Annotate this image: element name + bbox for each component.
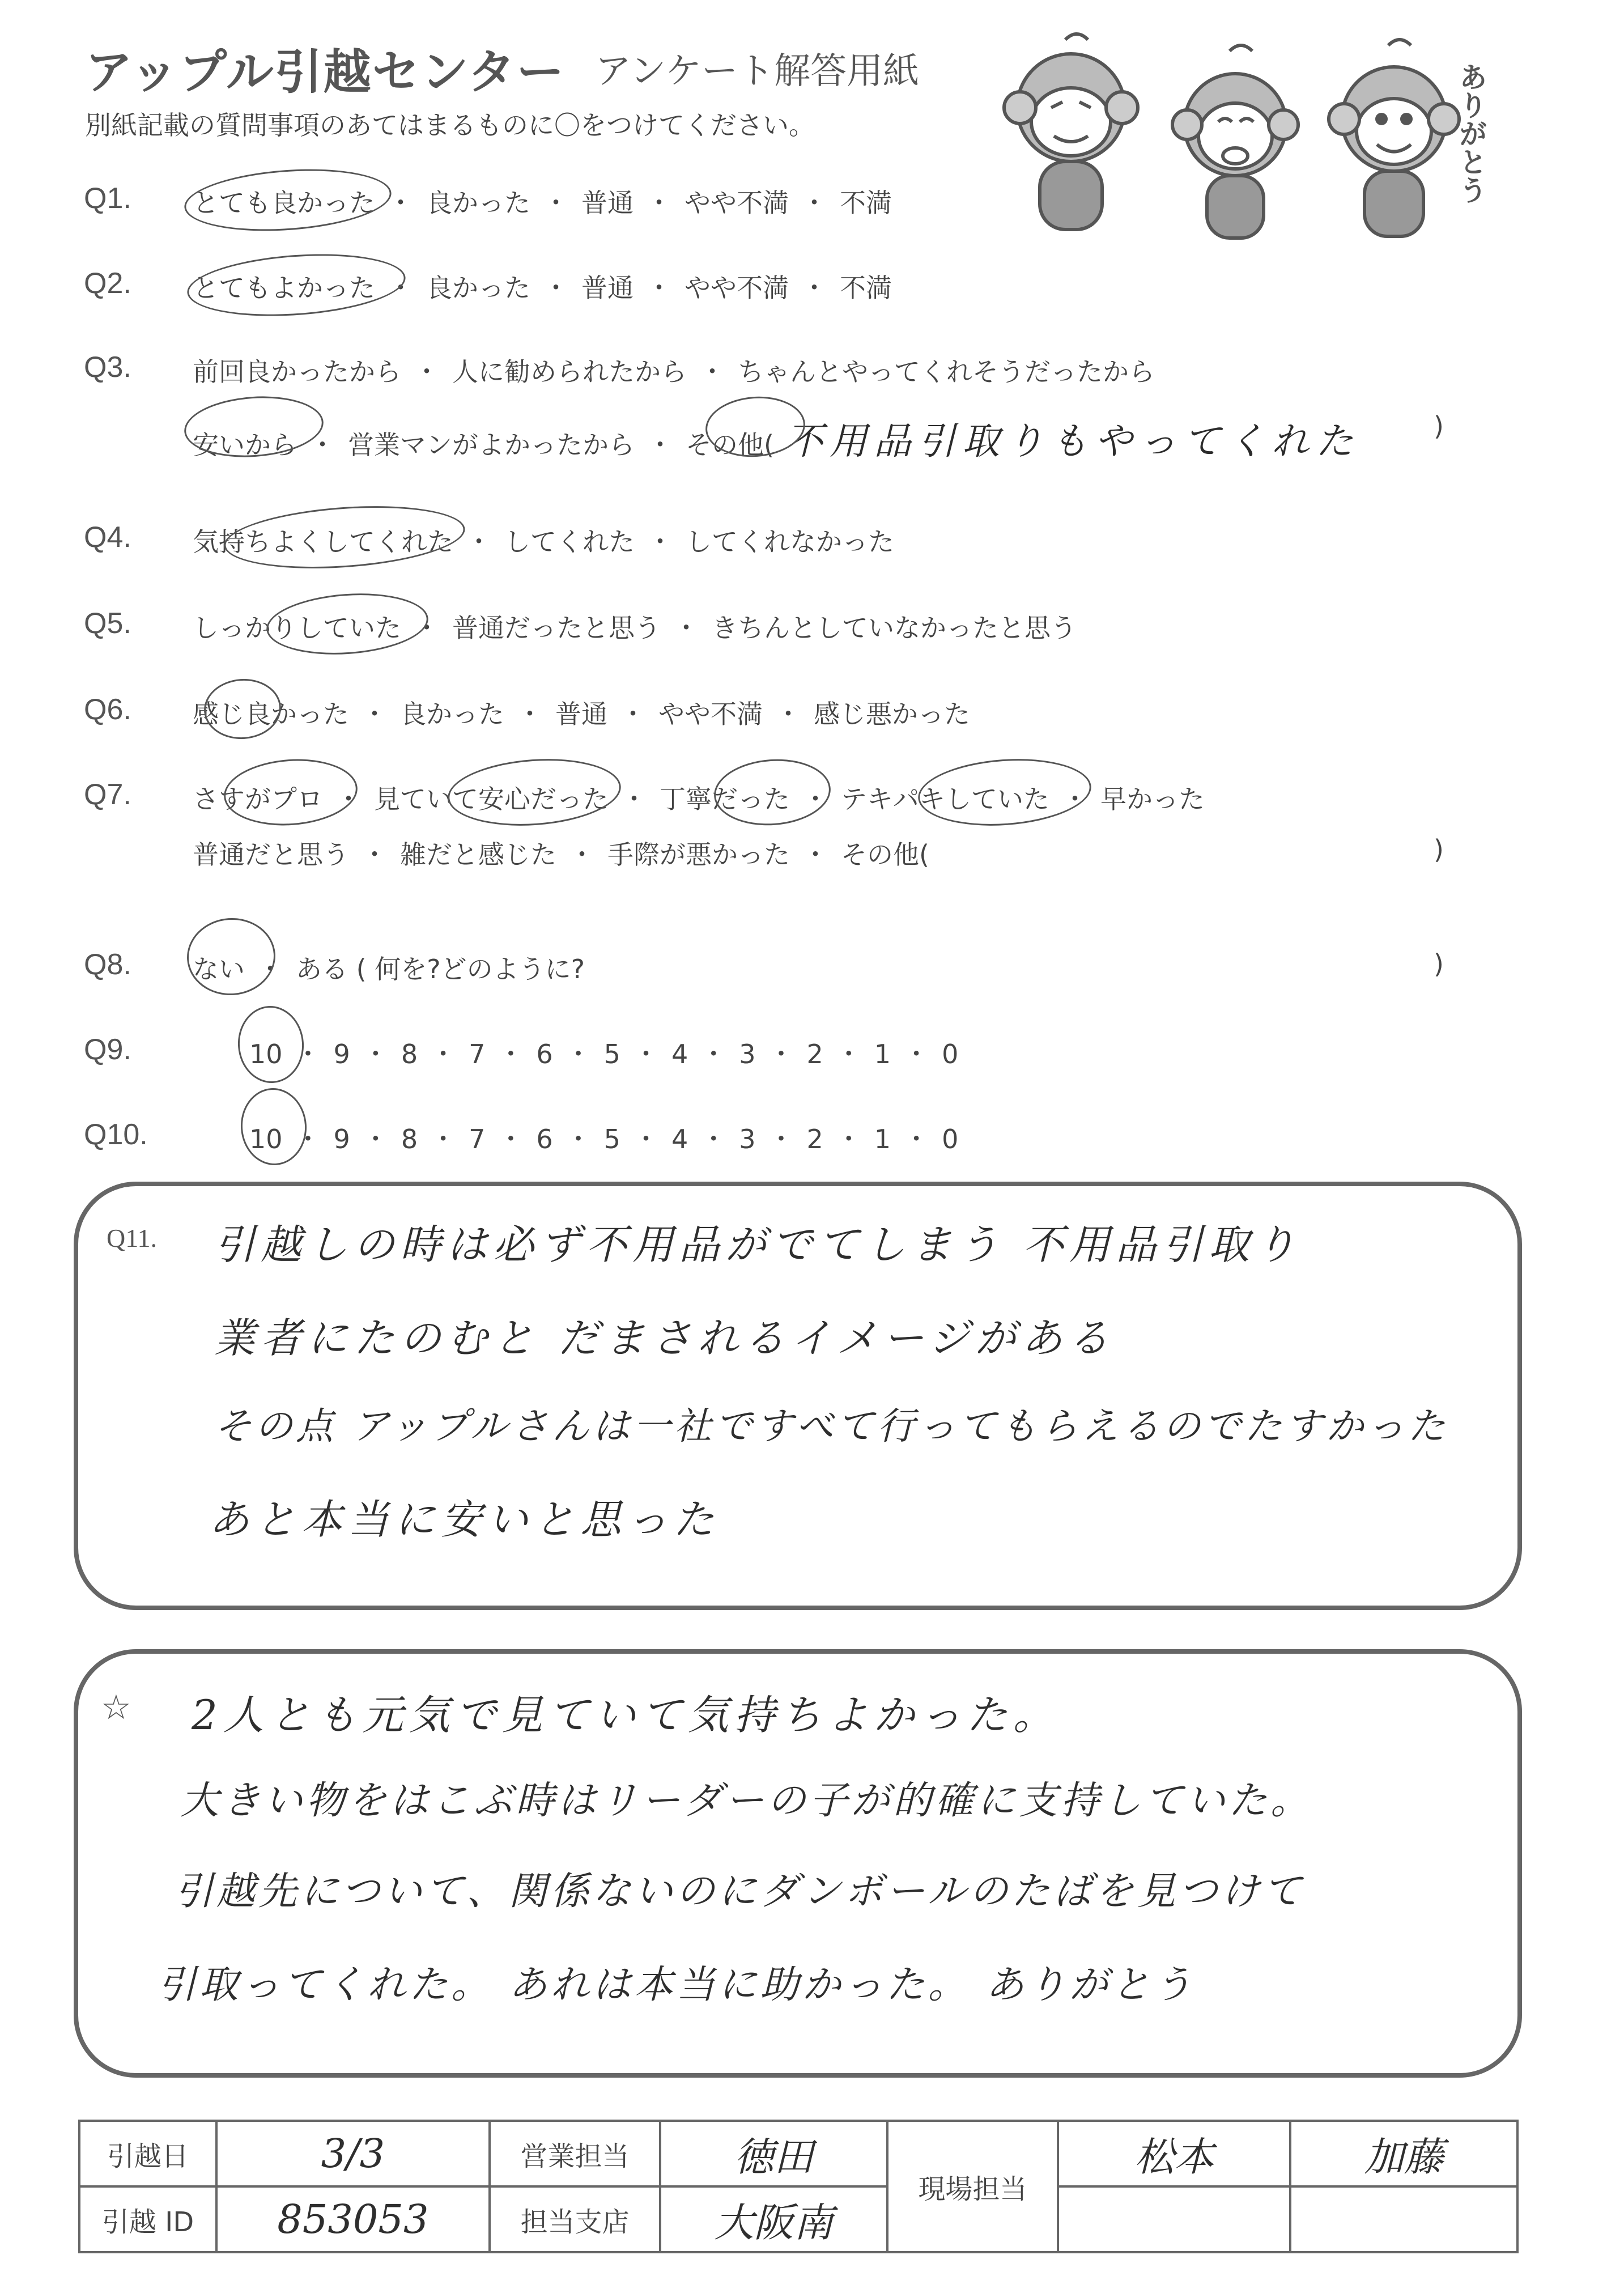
q5-label: Q5. <box>84 607 131 640</box>
footer-info-table <box>78 2120 1519 2253</box>
q6-option-2[interactable]: 良かった <box>400 699 504 729</box>
q2-selection-circle <box>185 248 407 323</box>
q7-option-8[interactable]: 手際が悪かった <box>607 839 790 870</box>
q1-label: Q1. <box>84 182 131 215</box>
q1-selection-circle <box>182 163 394 237</box>
q10-score-4[interactable]: 4 <box>671 1124 688 1154</box>
q2-label: Q2. <box>84 267 131 300</box>
q7-option-6[interactable]: 普通だと思う <box>193 839 349 870</box>
q3-option-other[interactable]: その他( <box>686 430 774 460</box>
q6-selection-circle <box>202 676 283 741</box>
q7-option-5[interactable]: 早かった <box>1100 784 1205 814</box>
q8-paren-close: ) <box>1434 949 1444 979</box>
q3-other-handwritten: 不用品引取りもやってくれた <box>785 419 1360 463</box>
q4-label: Q4. <box>84 521 131 554</box>
monkey-mascot-2 <box>1172 45 1298 238</box>
q3-option-4[interactable]: 安いから <box>193 430 297 460</box>
q7-label: Q7. <box>84 778 131 811</box>
q11-handwritten-line-4: あと本当に安いと思った <box>209 1496 720 1543</box>
q8-options: ない ・ ある ( 何を?どのように? <box>193 949 585 986</box>
q8-option-2[interactable]: ある ( 何を?どのように? <box>296 954 585 984</box>
site-staff-empty-1 <box>1058 2186 1290 2252</box>
q10-score-7[interactable]: 7 <box>469 1124 486 1154</box>
q5-option-3[interactable]: きちんとしていなかったと思う <box>712 613 1077 643</box>
free-comment-line-2: 大きい物をはこぶ時はリーダーの子が的確に支持していた。 <box>180 1778 1313 1823</box>
q7-paren-close: ) <box>1434 834 1444 865</box>
q9-score-9[interactable]: 9 <box>333 1039 350 1069</box>
free-comment-line-1: 2人とも元気で見ていて気持ちよかった。 <box>192 1691 1060 1739</box>
q6-option-3[interactable]: 普通 <box>555 699 607 729</box>
move-date-label: 引越日 <box>79 2121 216 2186</box>
q7-option-1[interactable]: さすがプロ <box>193 784 323 814</box>
q3-label: Q3. <box>84 351 131 384</box>
q7-option-4[interactable]: テキパキしていた <box>841 784 1049 814</box>
q5-selection-circle <box>265 588 431 660</box>
move-id-value: 853053 <box>216 2186 490 2252</box>
q4-selection-circle <box>222 499 467 575</box>
q7-option-other[interactable]: その他( <box>841 839 929 870</box>
q4-options: 気持ちよくしてくれた ・ してくれた ・ してくれなかった <box>193 521 894 559</box>
q5-options: しっかりしていた ・ 普通だったと思う ・ きちんとしていなかったと思う <box>193 608 1077 645</box>
q5-option-1[interactable]: しっかりしていた <box>193 613 401 643</box>
q3-option-3[interactable]: ちゃんとやってくれそうだったから <box>738 356 1155 387</box>
q10-score-6[interactable]: 6 <box>536 1124 553 1154</box>
q9-score-1[interactable]: 1 <box>874 1039 891 1069</box>
site-staff-empty-2 <box>1290 2186 1517 2252</box>
q1-option-2[interactable]: 良かった <box>426 188 530 218</box>
q3-paren-close: ) <box>1434 411 1444 441</box>
q9-score-3[interactable]: 3 <box>739 1039 756 1069</box>
free-comment-box[interactable] <box>74 1649 1522 2078</box>
q4-option-1[interactable]: 気持ちよくしてくれた <box>193 526 453 557</box>
q1-option-1[interactable]: とても良かった <box>193 188 375 218</box>
q3-option-1[interactable]: 前回良かったから <box>193 356 401 387</box>
q7-option-3[interactable]: 丁寧だった <box>660 784 790 814</box>
q10-score-9[interactable]: 9 <box>333 1124 350 1154</box>
q9-score-5[interactable]: 5 <box>603 1039 620 1069</box>
q2-option-1[interactable]: とてもよかった <box>193 273 375 303</box>
q11-comment-box[interactable] <box>74 1182 1522 1610</box>
q3-options-line1: 前回良かったから ・ 人に勧められたから ・ ちゃんとやってくれそうだったから <box>193 351 1155 389</box>
q4-option-2[interactable]: してくれた <box>504 526 635 557</box>
sales-rep-label: 営業担当 <box>490 2121 660 2186</box>
q10-score-5[interactable]: 5 <box>603 1124 620 1154</box>
mascot-caption: ありがとう <box>1455 62 1487 204</box>
q6-option-4[interactable]: やや不満 <box>658 699 763 729</box>
brand-title: アップル引越センター <box>85 44 566 100</box>
site-staff-1: 松本 <box>1058 2121 1290 2186</box>
q10-score-2[interactable]: 2 <box>806 1124 823 1154</box>
q2-options: とてもよかった ・ 良かった ・ 普通 ・ やや不満 ・ 不満 <box>193 267 892 305</box>
q9-score-4[interactable]: 4 <box>671 1039 688 1069</box>
q11-label: Q11. <box>107 1224 158 1252</box>
q8-option-1[interactable]: ない <box>193 954 245 984</box>
q9-score-7[interactable]: 7 <box>469 1039 486 1069</box>
q9-score-10[interactable]: 10 <box>249 1039 283 1069</box>
q7-selection-circle-4 <box>916 753 1093 831</box>
q7-selection-circle-2 <box>445 753 623 831</box>
q10-score-3[interactable]: 3 <box>739 1124 756 1154</box>
q3-option-2[interactable]: 人に勧められたから <box>452 356 687 387</box>
q11-handwritten-line-1: 引越しの時は必ず不用品がでてしまう 不用品引取り <box>214 1221 1302 1268</box>
q4-option-3[interactable]: してくれなかった <box>686 526 894 557</box>
q6-label: Q6. <box>84 693 131 726</box>
q3-option-5[interactable]: 営業マンがよかったから <box>348 430 635 460</box>
q2-option-5[interactable]: 不満 <box>840 273 892 303</box>
q1-option-4[interactable]: やや不満 <box>685 188 789 218</box>
q9-score-0[interactable]: 0 <box>942 1039 959 1069</box>
site-staff-2: 加藤 <box>1290 2121 1517 2186</box>
q7-option-7[interactable]: 雑だと感じた <box>400 839 556 870</box>
free-comment-line-3: 引越先について、関係ないのにダンボールのたばを見つけて <box>175 1869 1305 1914</box>
q9-score-6[interactable]: 6 <box>536 1039 553 1069</box>
q7-option-2[interactable]: 見ていて安心だった <box>374 784 609 814</box>
q10-score-0[interactable]: 0 <box>942 1124 959 1154</box>
monkey-mascot-1 <box>1004 34 1138 230</box>
q7-options-line2: 普通だと思う ・ 雑だと感じた ・ 手際が悪かった ・ その他( <box>193 834 929 872</box>
q6-option-5[interactable]: 感じ悪かった <box>814 699 970 729</box>
star-icon: ☆ <box>101 1689 131 1726</box>
branch-value: 大阪南 <box>660 2186 887 2252</box>
branch-label: 担当支店 <box>490 2186 660 2252</box>
site-staff-label: 現場担当 <box>887 2121 1058 2252</box>
q10-score-1[interactable]: 1 <box>874 1124 891 1154</box>
monkey-mascot-3 <box>1329 40 1459 236</box>
q2-option-2[interactable]: 良かった <box>426 273 530 303</box>
q1-option-5[interactable]: 不満 <box>840 188 892 218</box>
form-title: アンケート解答用紙 <box>595 50 920 92</box>
q11-handwritten-line-2: 業者にたのむと だまされるイメージがある <box>214 1314 1115 1362</box>
move-id-label: 引越 ID <box>79 2186 216 2252</box>
q9-score-2[interactable]: 2 <box>806 1039 823 1069</box>
q7-selection-circle-3 <box>712 755 833 829</box>
q9-label: Q9. <box>84 1033 131 1066</box>
q10-label: Q10. <box>84 1118 148 1151</box>
instruction-text: 別紙記載の質問事項のあてはまるものに〇をつけてください。 <box>85 110 815 141</box>
q7-selection-circle-1 <box>222 755 360 830</box>
free-comment-line-4: 引取ってくれた。 あれは本当に助かった。 ありがとう <box>158 1963 1196 2007</box>
q10-scale: 10 ・ 9 ・ 8 ・ 7 ・ 6 ・ 5 ・ 4 ・ 3 ・ 2 ・ 1 ・ 0 <box>249 1124 959 1154</box>
sales-rep-value: 徳田 <box>660 2121 887 2186</box>
q1-options: とても良かった ・ 良かった ・ 普通 ・ やや不満 ・ 不満 <box>193 182 892 220</box>
q5-option-2[interactable]: 普通だったと思う <box>452 613 661 643</box>
q11-handwritten-line-3: その点 アップルさんは一社ですべて行ってもらえるのでたすかった <box>214 1404 1449 1448</box>
move-date-value: 3/3 <box>216 2121 490 2186</box>
q6-option-1[interactable]: 感じ良かった <box>193 699 349 729</box>
q10-score-8[interactable]: 8 <box>401 1124 418 1154</box>
q7-options-line1: さすがプロ ・ 見ていて安心だった ・ 丁寧だった ・ テキパキしていた ・ 早かった <box>193 779 1205 816</box>
q9-score-8[interactable]: 8 <box>401 1039 418 1069</box>
q2-option-3[interactable]: 普通 <box>581 273 634 303</box>
q6-options: 感じ良かった ・ 良かった ・ 普通 ・ やや不満 ・ 感じ悪かった <box>193 694 970 731</box>
q9-selection-circle <box>235 1004 306 1085</box>
monkey-mascots-illustration <box>997 28 1507 244</box>
q1-option-3[interactable]: 普通 <box>581 188 634 218</box>
q10-score-10[interactable]: 10 <box>249 1124 283 1154</box>
q3-options-line2: 安いから ・ 営業マンがよかったから ・ その他( 不用品引取りもやってくれた <box>193 411 1360 465</box>
q8-label: Q8. <box>84 948 131 981</box>
q9-scale: 10 ・ 9 ・ 8 ・ 7 ・ 6 ・ 5 ・ 4 ・ 3 ・ 2 ・ 1 ・ 0 <box>249 1039 959 1069</box>
q2-option-4[interactable]: やや不満 <box>685 273 789 303</box>
